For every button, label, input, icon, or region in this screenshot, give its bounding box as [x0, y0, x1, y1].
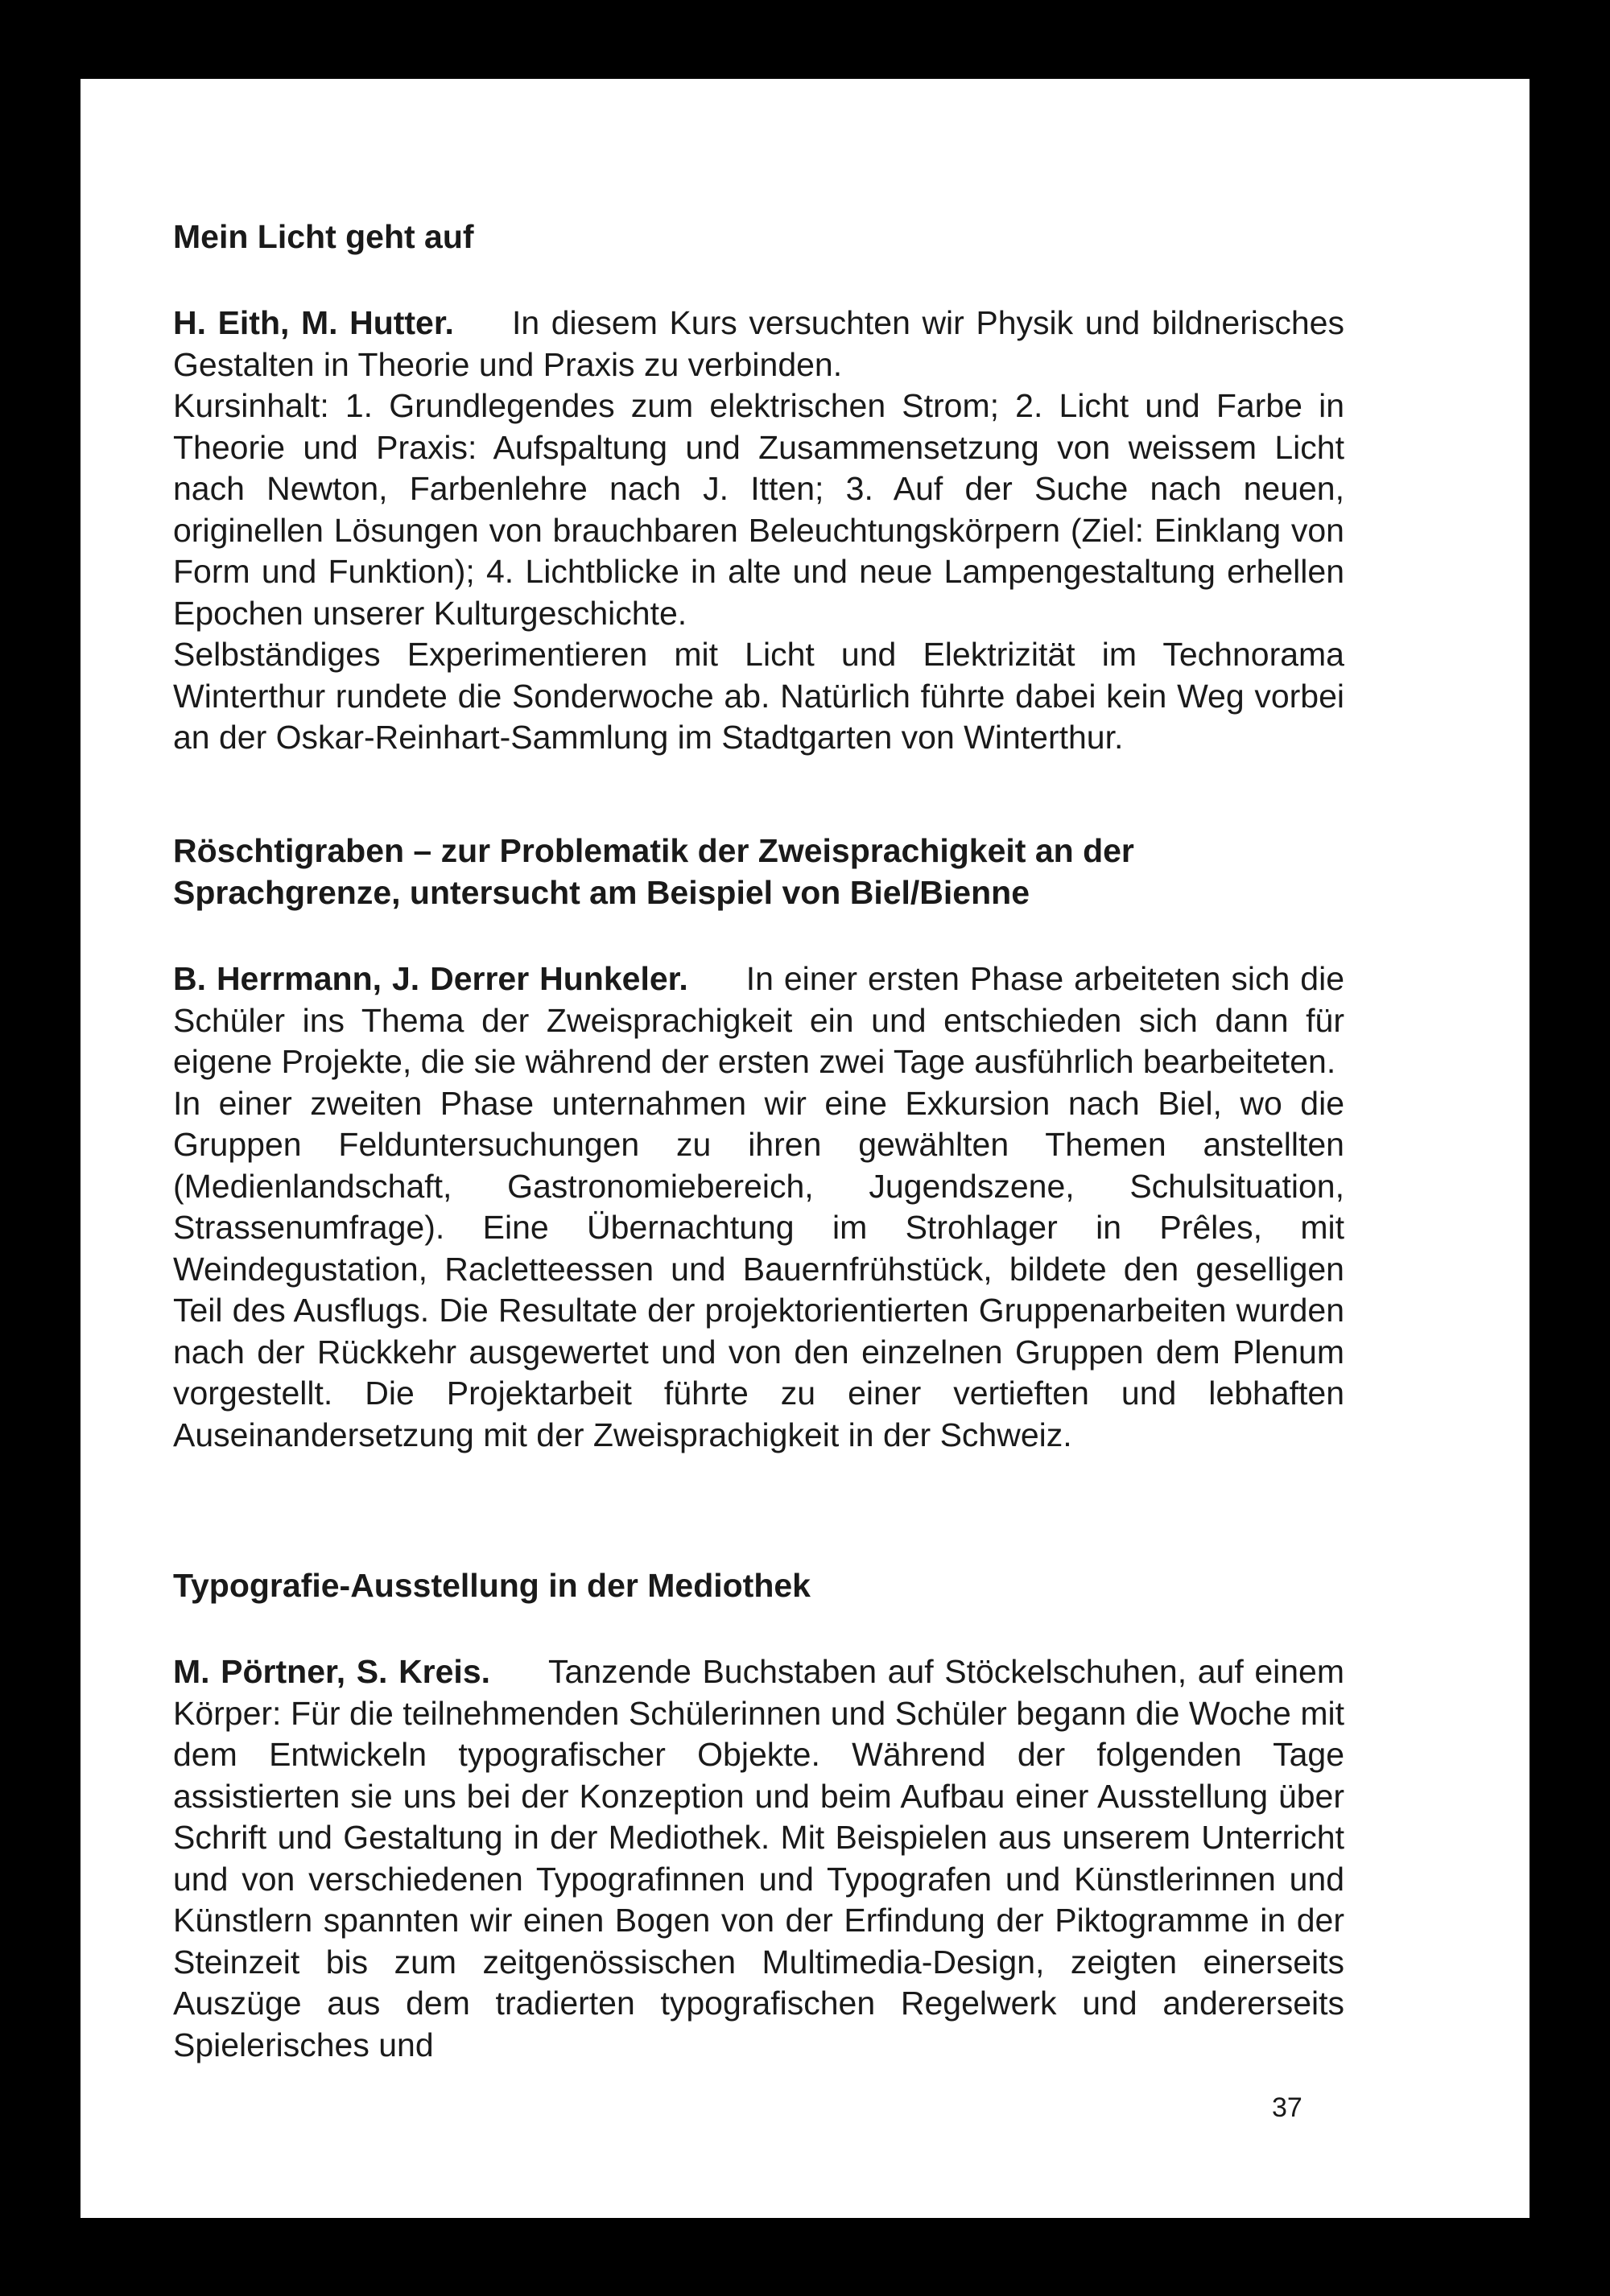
section-title: Typografie-Ausstellung in der Mediothek	[173, 1567, 811, 1604]
paragraph: Selbständiges Experimentieren mit Licht und Elektrizität im Technorama Winterthur rundete die Sonderwoche ab. Natürlich führte dabei kein Weg vorbei an der Oskar-Reinhart-Sammlung im Stadtgarten von Winterthur.	[173, 636, 1344, 756]
paragraph	[173, 1651, 1344, 2066]
section-authors: B. Herrmann, J. Derrer Hunkeler.	[173, 960, 688, 997]
paragraph	[173, 958, 1344, 1083]
paragraph-text: In diesem Kurs versuchten wir Physik und bildnerisches Gestalten in Theorie und Praxis zu verbinden.	[173, 304, 1344, 383]
section-body	[173, 303, 1344, 759]
paragraph-text: In einer ersten Phase arbeiteten sich die Schüler ins Thema der Zweisprachigkeit ein und entschieden sich dann für eigene Projekte, die sie während der ersten zwei Tage ausführlich bearbeiteten.	[173, 960, 1344, 1080]
section-title: Mein Licht geht auf	[173, 218, 474, 255]
paragraph	[173, 303, 1344, 385]
page-number: 37	[1272, 2092, 1302, 2123]
section-mein-licht	[173, 216, 1344, 759]
section-typografie	[173, 1564, 1344, 2066]
section-roeschtigraben	[173, 830, 1344, 1456]
paragraph: Kursinhalt: 1. Grundlegendes zum elektrischen Strom; 2. Licht und Farbe in Theorie und Praxis: Aufspaltung und Zusammensetzung von weissem Licht nach Newton, Farbenlehre nach J. Itten; 3. Auf der Suche nach neuen, originellen Lösungen von brauchbaren Beleuchtungskörpern (Ziel: Einklang von Form und Funktion); 4. Lichtblicke in alte und neue Lampengestaltung erhellen Epochen unserer Kulturgeschichte.	[173, 387, 1344, 632]
paragraph-text: Tanzende Buchstaben auf Stöckelschuhen, auf einem Körper: Für die teilnehmenden Schülerinnen und Schüler begann die Woche mit dem Entwickeln typografischer Objekte. Während der folgenden Tage assistierten sie uns bei der Konzeption und beim Aufbau einer Ausstellung über Schrift und Gestaltung in der Mediothek. Mit Beispielen aus unserem Unterricht und von verschiedenen Typografinnen und Typografen und Künstlerinnen und Künstlern spannten wir einen Bogen von der Erfindung der Piktogramme in der Steinzeit bis zum zeitgenössischen Multimedia-Design, zeigten einerseits Auszüge aus dem tradierten typografischen Regelwerk und andererseits Spielerisches und	[173, 1653, 1344, 2063]
section-authors: M. Pörtner, S. Kreis.	[173, 1653, 491, 1690]
document-page	[80, 79, 1530, 2218]
paragraph: In einer zweiten Phase unternahmen wir eine Exkursion nach Biel, wo die Gruppen Felduntersuchungen zu ihren gewählten Themen anstellten (Medienlandschaft, Gastronomiebereich, Jugendszene, Schulsituation, Strassenumfrage). Eine Übernachtung im Strohlager in Prêles, mit Weindegustation, Racletteessen und Bauernfrühstück, bildete den geselligen Teil des Ausflugs. Die Resultate der projektorientierten Gruppenarbeiten wurden nach der Rückkehr ausgewertet und von den einzelnen Gruppen dem Plenum vorgestellt. Die Projektarbeit führte zu einer vertieften und lebhaften Auseinandersetzung mit der Zweisprachigkeit in der Schweiz.	[173, 1084, 1344, 1453]
section-authors: H. Eith, M. Hutter.	[173, 304, 454, 341]
section-body	[173, 1651, 1344, 2066]
section-title: Röschtigraben – zur Problematik der Zweisprachigkeit an der Sprachgrenze, untersucht am Beispiel von Biel/Bienne	[173, 832, 1134, 911]
section-body	[173, 958, 1344, 1456]
